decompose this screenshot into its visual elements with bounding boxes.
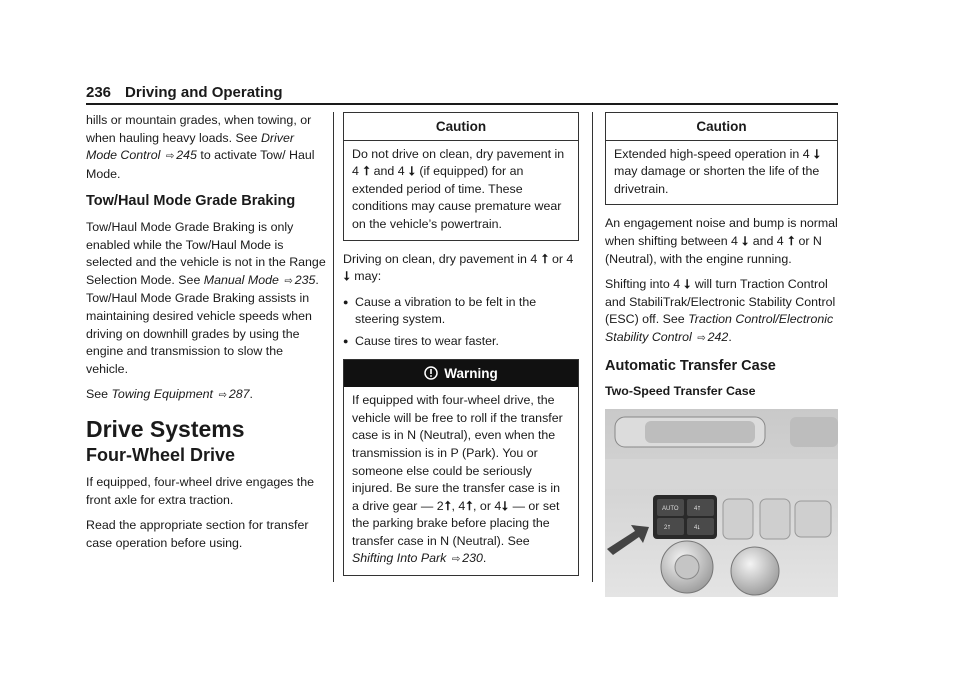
xref-icon: ⇨: [697, 332, 706, 344]
link-traction-control[interactable]: Traction Control/Electronic Stability Control: [605, 312, 834, 344]
up-arrow-icon: ⭡: [788, 233, 794, 248]
down-arrow-icon: ⭣: [814, 146, 820, 161]
xref-icon: ⇨: [165, 151, 175, 163]
column-1: [86, 112, 326, 560]
header-rule: [86, 103, 838, 105]
caution-title: Caution: [344, 113, 578, 141]
transfer-case-photo: [605, 409, 838, 597]
page-ref: 235: [294, 272, 316, 287]
caution-box: [343, 112, 579, 241]
page-ref: 230: [462, 551, 483, 566]
column-3: [605, 112, 838, 597]
paragraph-four-wheel-intro: If equipped, four-wheel drive engages the front axle for extra traction.: [86, 475, 315, 507]
paragraph-engagement-noise: An engagement noise and bump is normal when shifting between 4 ⭣ and 4 ⭡ or N (Neutral), with the engine running.: [605, 216, 838, 266]
transfer-case-control-illustration: [605, 409, 838, 597]
heading-automatic-transfer-case: Automatic Transfer Case: [605, 357, 776, 374]
list-item: ● Cause tires to wear faster.: [343, 333, 579, 351]
page-ref: 242: [707, 329, 729, 344]
column-divider-1: [333, 112, 334, 582]
paragraph-traction-control: Shifting into 4 ⭣ will turn Traction Control and StabiliTrak/Electronic Stability Control (ESC) off. See Traction Control/Electronic Stability Control ⇨ 242.: [605, 277, 836, 344]
down-arrow-icon: ⭣: [409, 164, 415, 179]
four-low-button-label: 4⭣: [694, 524, 701, 531]
heading-four-wheel-drive: Four-Wheel Drive: [86, 444, 236, 465]
caution-title: Caution: [606, 113, 837, 141]
xref-icon: ⇨: [451, 554, 461, 566]
down-arrow-icon: ⭣: [344, 269, 350, 284]
page-ref: 245: [176, 148, 197, 163]
list-item: ● Cause a vibration to be felt in the steering system.: [343, 294, 579, 329]
up-arrow-icon: ⭡: [541, 251, 548, 266]
up-arrow-icon: ⭡: [444, 498, 451, 513]
caution-box: [605, 112, 838, 205]
heading-drive-systems: Drive Systems: [86, 415, 245, 442]
paragraph-see-towing: See Towing Equipment ⇨ 287.: [86, 387, 253, 402]
heading-tow-haul-grade-braking: Tow/Haul Mode Grade Braking: [86, 193, 296, 210]
down-arrow-icon: ⭣: [697, 524, 701, 531]
caution-body: Extended high-speed operation in 4 ⭣ may damage or shorten the life of the drivetrain.: [614, 146, 820, 196]
paragraph-towing: hills or mountain grades, when towing, or when hauling heavy loads. See Driver Mode Control ⇨ 245 to activate Tow/ Haul Mode.: [86, 113, 315, 181]
xref-icon: ⇨: [218, 390, 227, 402]
link-driver-mode-control[interactable]: Driver Mode Control: [86, 130, 295, 163]
up-arrow-icon: ⭡: [363, 164, 370, 179]
column-divider-2: [592, 112, 593, 582]
warning-header: [344, 360, 578, 388]
auto-button-label: AUTO: [662, 505, 679, 512]
down-arrow-icon: ⭣: [684, 277, 691, 292]
header-text: [86, 84, 283, 101]
warning-title: Warning: [444, 365, 498, 381]
effects-list: [343, 294, 579, 351]
warning-icon: [424, 366, 438, 380]
section-title: Driving and Operating: [125, 84, 283, 101]
xref-icon: ⇨: [284, 275, 293, 287]
link-shifting-into-park[interactable]: Shifting Into Park: [352, 551, 447, 566]
page-number: 236: [86, 84, 112, 101]
down-arrow-icon: ⭣: [742, 233, 749, 248]
paragraph-dry-pavement: Driving on clean, dry pavement in 4 ⭡ or 4 ⭣ may:: [343, 251, 574, 284]
paragraph-read-section: Read the appropriate section for transfer case operation before using.: [86, 518, 309, 550]
four-high-button-label: 4⭡: [694, 505, 701, 512]
down-arrow-icon: ⭣: [502, 498, 509, 513]
up-arrow-icon: ⭡: [697, 505, 701, 512]
link-manual-mode[interactable]: Manual Mode: [203, 272, 279, 287]
link-towing-equipment[interactable]: Towing Equipment: [111, 387, 213, 402]
up-arrow-icon: ⭡: [667, 524, 671, 531]
warning-box: [343, 359, 579, 577]
warning-body: If equipped with four-wheel drive, the vehicle will be free to roll if the transfer case is in N (Neutral), even when the transmission is in P (Park). You or someone else could be seriously injured. Be sure the transfer case is in a drive gear — 2⭡, 4⭡, or 4⭣ — or set the parking brake before placing the transfer case in N (Neutral). See Shifting Into Park ⇨ 230.: [352, 393, 563, 566]
column-2: [343, 112, 579, 586]
page-header: [86, 84, 838, 104]
two-high-button-label: 2⭡: [664, 524, 671, 531]
caution-body: Do not drive on clean, dry pavement in 4 ⭡ and 4 ⭣ (if equipped) for an extended period of time. These conditions may cause premature wear on the vehicle’s powertrain.: [352, 146, 565, 231]
heading-two-speed-transfer-case: Two-Speed Transfer Case: [605, 384, 756, 399]
paragraph-grade-braking: Tow/Haul Mode Grade Braking is only enabled while the Tow/Haul Mode is selected and the vehicle is not in the Range Selection Mode. See Manual Mode ⇨ 235. Tow/Haul Mode Grade Braking assists in maintaining desired vehicle speeds when driving on downhill grades by using the engine and transmission to slow the vehicle.: [86, 219, 326, 376]
page-ref: 287: [228, 387, 250, 402]
up-arrow-icon: ⭡: [466, 498, 473, 513]
